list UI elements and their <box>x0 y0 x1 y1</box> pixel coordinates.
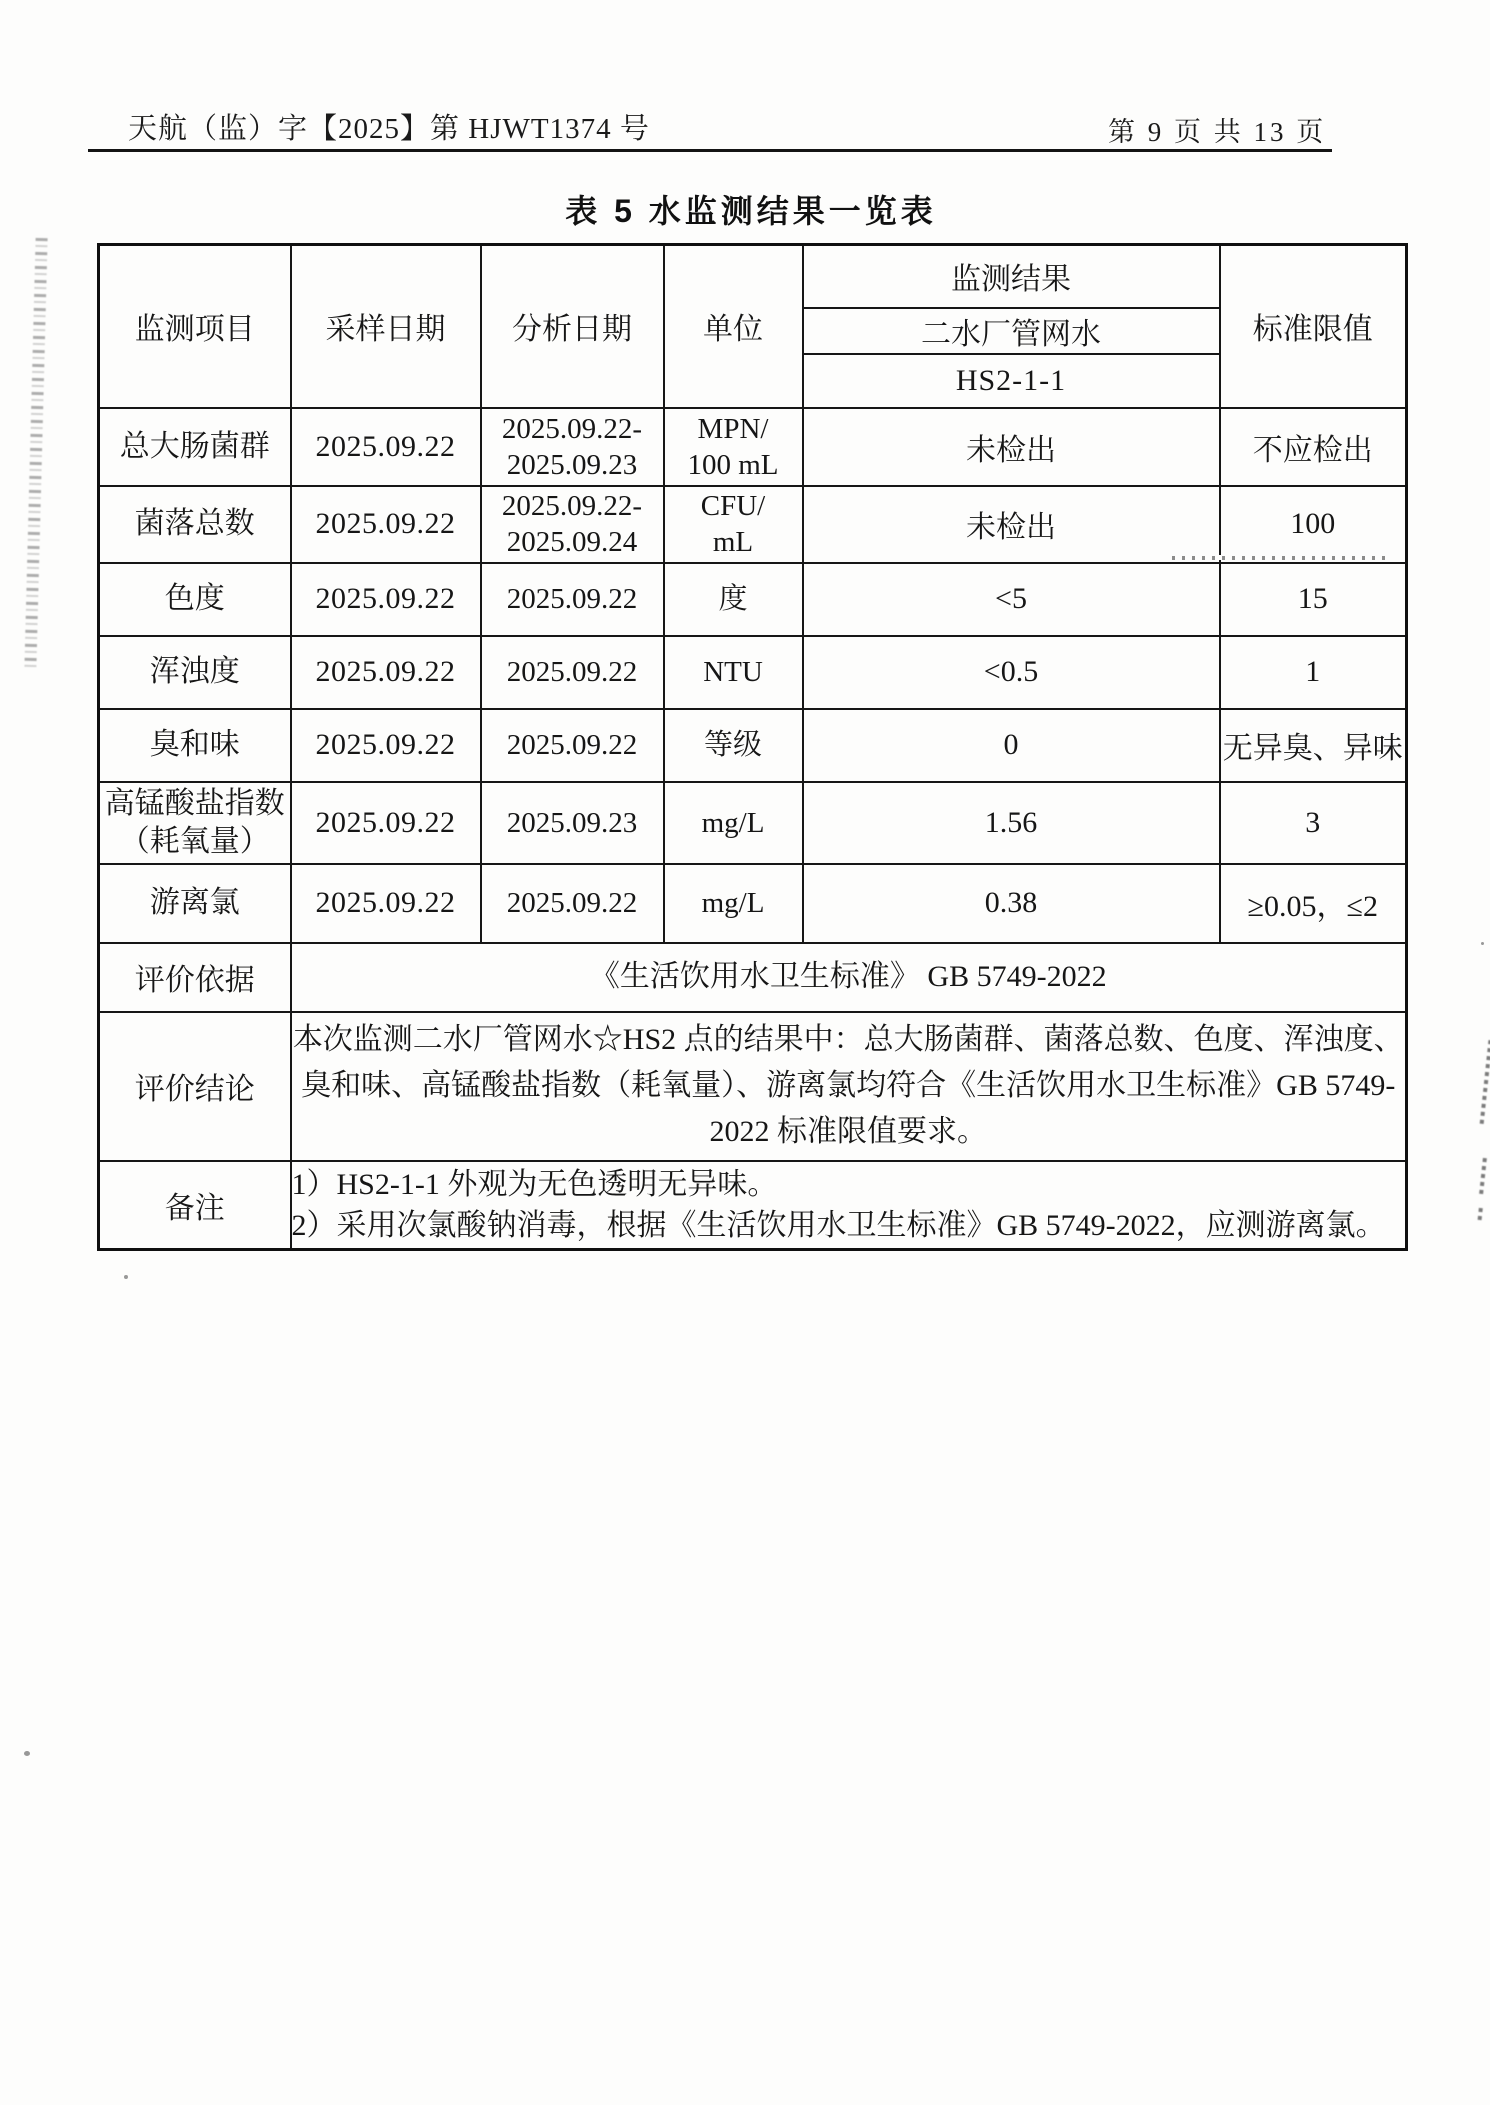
unit-line: mg/L <box>701 806 765 839</box>
cell-unit <box>664 864 803 943</box>
cell-item: 色度 <box>99 563 291 636</box>
cell-limit: 100 <box>1220 486 1407 563</box>
cell-sampling-date: 2025.09.22 <box>291 486 481 563</box>
table-row <box>99 563 1407 636</box>
cell-sampling-date: 2025.09.22 <box>291 408 481 486</box>
col-header-item: 监测项目 <box>99 245 291 408</box>
table-row-remark <box>99 1161 1407 1250</box>
scan-artifact-speck <box>24 1751 30 1756</box>
cell-result: 未检出 <box>803 486 1220 563</box>
analysis-date-line: 2025.09.22 <box>506 729 638 761</box>
cell-unit <box>664 636 803 709</box>
unit-line: 等级 <box>703 729 762 761</box>
analysis-date-line: 2025.09.22 <box>506 583 638 615</box>
header-rule <box>88 149 1332 152</box>
remark-line-1: 1）HS2-1-1 外观为无色透明无异味。 <box>291 1167 778 1201</box>
cell-unit <box>664 782 803 864</box>
cell-sampling-date: 2025.09.22 <box>291 709 481 782</box>
cell-analysis-date <box>481 709 664 782</box>
cell-limit: 无异臭、异味 <box>1220 709 1407 782</box>
cell-item: 游离氯 <box>99 864 291 943</box>
remark-value <box>291 1161 1407 1250</box>
cell-analysis-date <box>481 864 664 943</box>
unit-line: mL <box>712 526 754 558</box>
cell-item: 高锰酸盐指数（耗氧量） <box>99 782 291 864</box>
cell-analysis-date <box>481 486 664 563</box>
scan-artifact-right-edge <box>1480 1040 1490 1125</box>
cell-unit <box>664 486 803 563</box>
table-row-conclusion <box>99 1012 1407 1161</box>
col-header-unit: 单位 <box>664 245 803 408</box>
cell-sampling-date: 2025.09.22 <box>291 636 481 709</box>
cell-limit: 1 <box>1220 636 1407 709</box>
table-row <box>99 408 1407 486</box>
table-title: 表 5 水监测结果一览表 <box>565 193 937 229</box>
cell-limit: ≥0.05，≤2 <box>1220 864 1407 943</box>
unit-line: MPN/ <box>697 412 769 445</box>
cell-analysis-date <box>481 782 664 864</box>
unit-line: CFU/ <box>700 490 766 522</box>
table-row <box>99 864 1407 943</box>
unit-line: 度 <box>718 583 748 615</box>
conclusion-label: 评价结论 <box>99 1012 291 1161</box>
document-number: 天航（监）字【2025】第 HJWT1374 号 <box>128 113 650 145</box>
cell-sampling-date: 2025.09.22 <box>291 864 481 943</box>
analysis-date-line: 2025.09.23 <box>506 806 638 839</box>
cell-item: 菌落总数 <box>99 486 291 563</box>
cell-unit <box>664 709 803 782</box>
basis-value: 《生活饮用水卫生标准》 GB 5749-2022 <box>291 943 1407 1012</box>
unit-line: mg/L <box>701 887 765 919</box>
page-number-indicator: 第 9 页 共 13 页 <box>1108 117 1327 147</box>
table-row <box>99 486 1407 563</box>
analysis-date-line: 2025.09.24 <box>506 526 638 558</box>
col-header-analysis-date: 分析日期 <box>481 245 664 408</box>
cell-result: 0 <box>803 709 1220 782</box>
cell-analysis-date <box>481 563 664 636</box>
cell-limit: 不应检出 <box>1220 408 1407 486</box>
cell-result: 未检出 <box>803 408 1220 486</box>
cell-result: 1.56 <box>803 782 1220 864</box>
cell-result: <0.5 <box>803 636 1220 709</box>
col-header-sampling-date: 采样日期 <box>291 245 481 408</box>
cell-limit: 3 <box>1220 782 1407 864</box>
analysis-date-line: 2025.09.22- <box>501 490 643 522</box>
cell-item: 总大肠菌群 <box>99 408 291 486</box>
conclusion-value: 本次监测二水厂管网水☆HS2 点的结果中：总大肠菌群、菌落总数、色度、浑浊度、臭和味、高锰酸盐指数（耗氧量）、游离氯均符合《生活饮用水卫生标准》GB 5749-2022 标准限值要求。 <box>291 1012 1407 1161</box>
cell-unit <box>664 563 803 636</box>
table-row <box>99 709 1407 782</box>
remark-line-2: 2）采用次氯酸钠消毒，根据《生活饮用水卫生标准》GB 5749-2022，应测游离氯。 <box>291 1208 1386 1242</box>
cell-sampling-date: 2025.09.22 <box>291 782 481 864</box>
analysis-date-line: 2025.09.22 <box>506 887 638 919</box>
table-row-basis <box>99 943 1407 1012</box>
remark-label: 备注 <box>99 1161 291 1250</box>
analysis-date-line: 2025.09.23 <box>506 448 638 481</box>
analysis-date-line: 2025.09.22 <box>506 656 638 688</box>
col-header-limit: 标准限值 <box>1220 245 1407 408</box>
cell-limit: 15 <box>1220 563 1407 636</box>
unit-line: 100 mL <box>687 448 779 481</box>
scan-artifact-speck <box>124 1275 128 1279</box>
unit-line: NTU <box>703 656 763 688</box>
water-monitoring-table <box>97 243 1408 1251</box>
table-row <box>99 636 1407 709</box>
cell-analysis-date <box>481 636 664 709</box>
scan-artifact-right-edge <box>1479 1158 1487 1194</box>
cell-analysis-date <box>481 408 664 486</box>
cell-result: <5 <box>803 563 1220 636</box>
analysis-date-line: 2025.09.22- <box>501 412 643 445</box>
scan-artifact-right-edge <box>1477 1208 1483 1224</box>
cell-unit <box>664 408 803 486</box>
cell-item: 浑浊度 <box>99 636 291 709</box>
cell-sampling-date: 2025.09.22 <box>291 563 481 636</box>
col-header-result-group: 监测结果 <box>803 245 1220 308</box>
cell-item: 臭和味 <box>99 709 291 782</box>
col-header-result-point: HS2-1-1 <box>803 354 1220 408</box>
table-row <box>99 782 1407 864</box>
basis-label: 评价依据 <box>99 943 291 1012</box>
col-header-result-site: 二水厂管网水 <box>803 308 1220 354</box>
scan-artifact-speck <box>1481 942 1484 945</box>
cell-result: 0.38 <box>803 864 1220 943</box>
scan-artifact-left-margin-text <box>24 238 47 668</box>
